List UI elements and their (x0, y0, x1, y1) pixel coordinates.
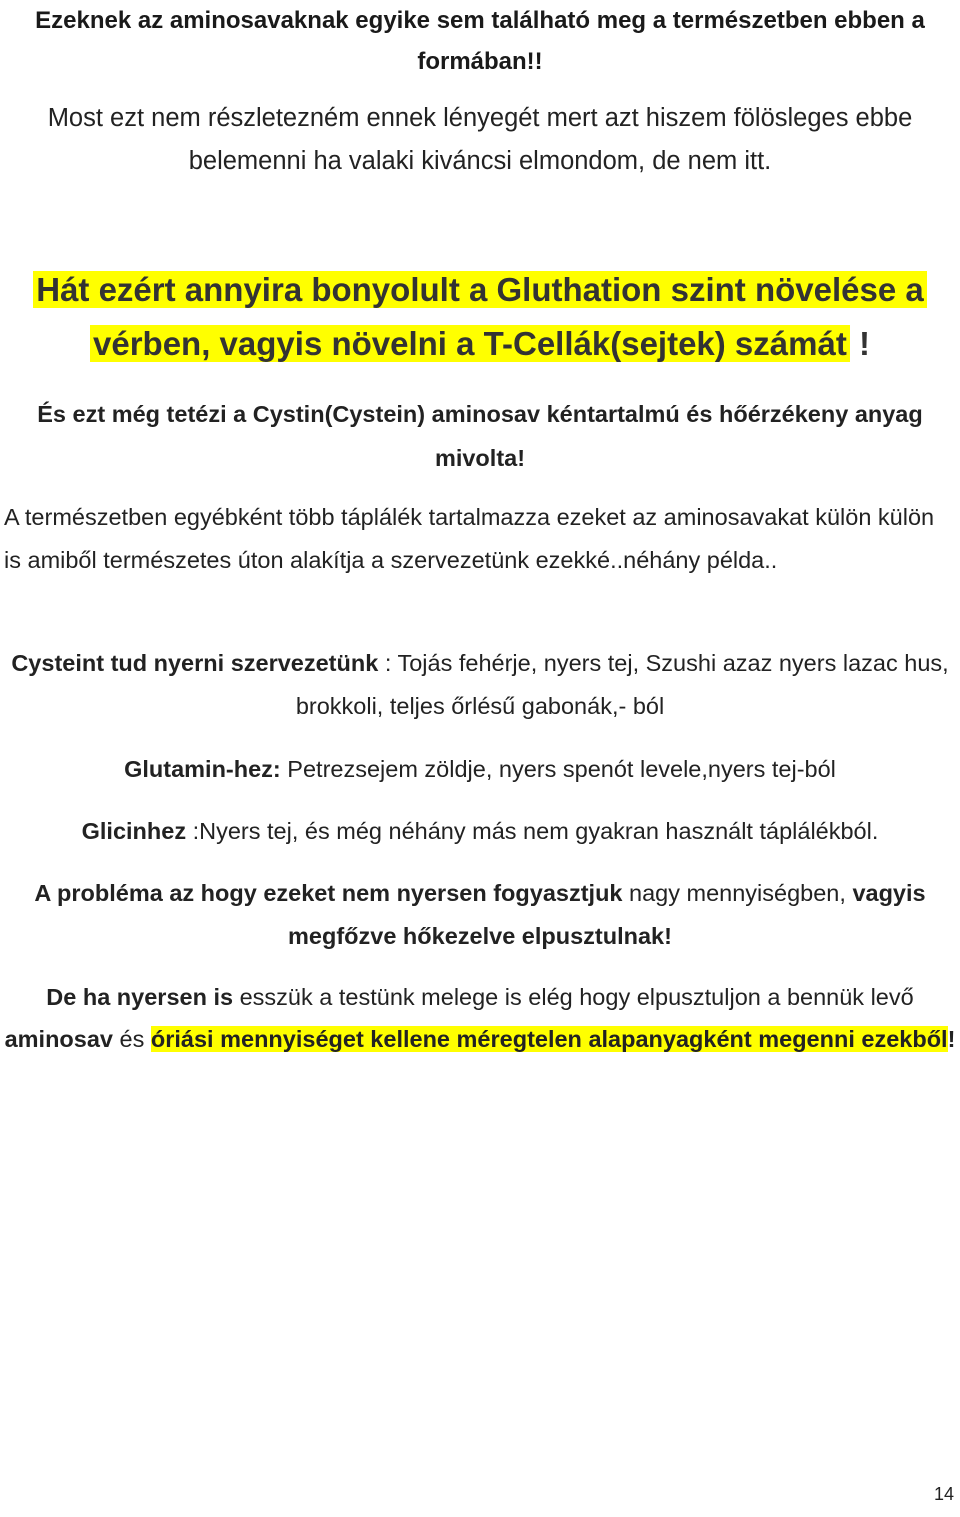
heading-line-1-text: Hát ezért annyira bonyolult a Gluthation szint növelése a (33, 271, 927, 308)
conclusion-mid-1: esszük a testünk melege is elég hogy elpusztuljon a bennük levő (233, 984, 914, 1010)
page-number: 14 (933, 1484, 954, 1504)
highlighted-heading (0, 263, 960, 371)
conclusion-bold-2: aminosav (4, 1026, 113, 1052)
heading-line-2-text: vérben, vagyis növelni a T-Cellák(sejtek) számát (90, 325, 850, 362)
intro-statement-text: Ezeknek az aminosavaknak egyike sem található meg a természetben ebben a formában!! (35, 7, 925, 75)
glicin-sources-label: Glicinhez (81, 818, 187, 844)
heading-tail: ! (849, 325, 870, 362)
raw-conclusion (0, 976, 960, 1060)
explanation-paragraph (0, 97, 960, 183)
intro-statement (0, 0, 960, 82)
conclusion-highlight: óriási mennyiséget kellene méregtelen alapanyagként megenni ezekből (150, 1026, 948, 1052)
nature-paragraph-text: A természetben egyébként több táplálék tartalmazza ezeket az aminosavakat külön külön is amiből természetes úton alakítja a szervezetünk ezekké..néhány példa.. (4, 504, 935, 573)
problem-statement (0, 872, 960, 958)
heading-line-1 (0, 263, 960, 317)
glicin-sources (0, 810, 960, 853)
conclusion-tail: ! (947, 1026, 956, 1052)
heading-line-2 (0, 317, 960, 371)
cystein-sources (0, 642, 960, 728)
conclusion-mid-2: és (113, 1026, 151, 1052)
cystin-note-text: És ezt még tetézi a Cystin(Cystein) aminosav kéntartalmú és hőérzékeny anyag mivolta! (37, 401, 923, 471)
cystein-sources-label: Cysteint tud nyerni szervezetünk (11, 650, 379, 676)
problem-mid: nagy mennyiségben, (622, 880, 853, 906)
cystein-sources-list: : Tojás fehérje, nyers tej, Szushi azaz nyers lazac hus, brokkoli, teljes őrlésű gabonák,- ból (295, 650, 949, 719)
problem-bold-2: vagyis megfőzve hőkezelve elpusztulnak! (288, 880, 926, 949)
glutamin-sources (0, 748, 960, 791)
nature-paragraph (4, 496, 956, 582)
glicin-sources-list: :Nyers tej, és még néhány más nem gyakran használt táplálékból. (186, 818, 879, 844)
glutamin-sources-label: Glutamin-hez: (124, 756, 281, 782)
glutamin-sources-list: Petrezsejem zöldje, nyers spenót levele,nyers tej-ból (280, 756, 836, 782)
explanation-text: Most ezt nem részletezném ennek lényegét mert azt hiszem fölösleges ebbe belemenni ha valaki kiváncsi elmondom, de nem itt. (47, 104, 913, 175)
conclusion-bold-1: De ha nyersen is (46, 984, 234, 1010)
cystin-note (0, 392, 960, 480)
problem-bold-1: A probléma az hogy ezeket nem nyersen fogyasztjuk (34, 880, 623, 906)
